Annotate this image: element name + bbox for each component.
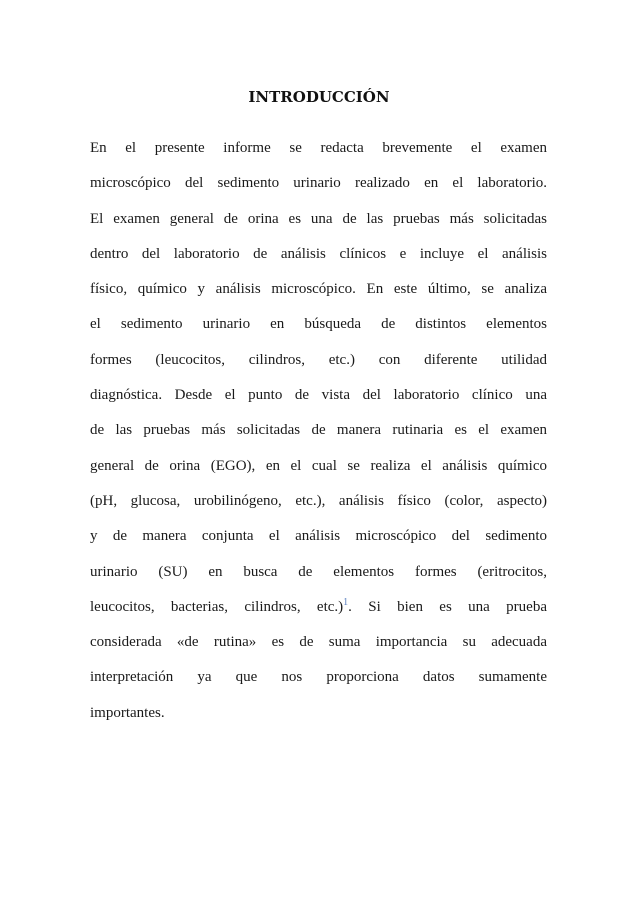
text-line-14 (90, 590, 547, 625)
text-line-8: diagnóstica. Desde el punto de vista del laboratorio clínico una (90, 387, 547, 404)
text-line-1: En el presente informe se redacta brevemente el examen (90, 140, 547, 156)
text-line-2: microscópico del sedimento urinario realizado en el laboratorio. (90, 175, 547, 192)
text-line-12: y de manera conjunta el análisis microscópico del sedimento (90, 528, 547, 545)
text-line-13: urinario (SU) en busca de elementos formes (eritrocitos, (90, 563, 547, 580)
text-line-11: (pH, glucosa, urobilinógeno, etc.), análisis físico (color, aspecto) (90, 492, 547, 509)
text-line-15: considerada «de rutina» es de suma importancia su adecuada (90, 634, 547, 651)
text-line-14-start: leucocitos, bacterias, cilindros, etc.) (90, 598, 344, 615)
text-line-14-end: . Si bien es una prueba (348, 598, 547, 615)
text-line-5: físico, químico y análisis microscópico. En este último, se analiza (90, 281, 547, 298)
text-line-4: dentro del laboratorio de análisis clínicos e incluye el análisis (90, 245, 547, 262)
text-line-10: general de orina (EGO), en el cual se realiza el análisis químico (90, 457, 547, 474)
text-line-17: importantes. (90, 704, 165, 721)
citation-reference[interactable]: 1 (343, 596, 349, 608)
text-line-6: el sedimento urinario en búsqueda de distintos elementos (90, 316, 547, 333)
text-line-9: de las pruebas más solicitadas de manera rutinaria es el examen (90, 422, 547, 439)
page-title: INTRODUCCIÓN (248, 88, 390, 106)
text-line-7: formes (leucocitos, cilindros, etc.) con diferente utilidad (90, 351, 547, 368)
text-line-3: El examen general de orina es una de las pruebas más solicitadas (90, 210, 547, 227)
text-line-16: interpretación ya que nos proporciona datos sumamente (90, 669, 547, 686)
body-text (90, 131, 547, 731)
